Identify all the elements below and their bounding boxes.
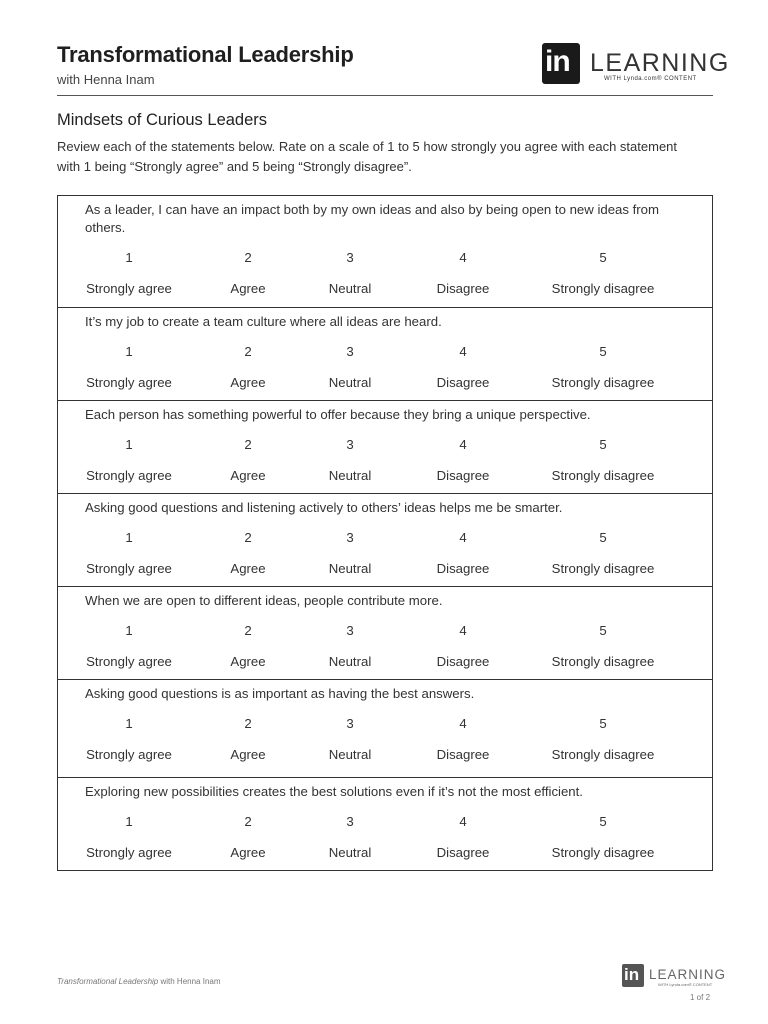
rating-label-5: Strongly disagree <box>551 747 655 762</box>
rating-label-4: Disagree <box>436 747 490 762</box>
statement-text: Each person has something powerful to offer because they bring a unique perspective. <box>85 407 591 422</box>
rating-option-5[interactable]: 5 <box>599 344 607 359</box>
linkedin-learning-logo <box>542 43 730 85</box>
rating-label-1: Strongly agree <box>86 654 172 669</box>
rating-label-3: Neutral <box>328 468 372 483</box>
section-title: Mindsets of Curious Leaders <box>57 111 268 129</box>
statement-row <box>58 307 712 401</box>
rating-option-1[interactable]: 1 <box>125 437 133 452</box>
rating-label-1: Strongly agree <box>86 561 172 576</box>
statement-text: It’s my job to create a team culture where all ideas are heard. <box>85 314 442 329</box>
rating-option-5[interactable]: 5 <box>599 814 607 829</box>
statement-text: Asking good questions is as important as having the best answers. <box>85 686 475 701</box>
rating-label-1: Strongly agree <box>86 845 172 860</box>
rating-table <box>57 195 713 871</box>
page-number: 1 of 2 <box>690 993 711 1002</box>
footer-linkedin-learning-logo <box>622 964 727 988</box>
rating-option-3[interactable]: 3 <box>346 437 354 452</box>
rating-option-1[interactable]: 1 <box>125 344 133 359</box>
rating-label-3: Neutral <box>328 654 372 669</box>
rating-label-5: Strongly disagree <box>551 468 655 483</box>
rating-label-5: Strongly disagree <box>551 561 655 576</box>
rating-option-1[interactable]: 1 <box>125 716 133 731</box>
statement-text: When we are open to different ideas, people contribute more. <box>85 593 443 608</box>
rating-option-1[interactable]: 1 <box>125 530 133 545</box>
header-divider <box>57 95 713 96</box>
document-title: Transformational Leadership <box>57 42 354 67</box>
rating-option-5[interactable]: 5 <box>599 530 607 545</box>
rating-option-4[interactable]: 4 <box>459 344 467 359</box>
rating-option-2[interactable]: 2 <box>244 716 252 731</box>
statement-row <box>58 777 712 871</box>
rating-option-3[interactable]: 3 <box>346 344 354 359</box>
rating-option-4[interactable]: 4 <box>459 250 467 265</box>
rating-option-5[interactable]: 5 <box>599 250 607 265</box>
logo-tagline: WITH Lynda.com® CONTENT <box>604 76 697 82</box>
rating-option-2[interactable]: 2 <box>244 814 252 829</box>
rating-option-2[interactable]: 2 <box>244 250 252 265</box>
rating-label-1: Strongly agree <box>86 468 172 483</box>
rating-option-3[interactable]: 3 <box>346 250 354 265</box>
rating-label-5: Strongly disagree <box>551 654 655 669</box>
rating-option-4[interactable]: 4 <box>459 437 467 452</box>
rating-label-4: Disagree <box>436 375 490 390</box>
statement-row <box>58 196 712 307</box>
rating-label-3: Neutral <box>328 747 372 762</box>
rating-option-4[interactable]: 4 <box>459 530 467 545</box>
rating-label-1: Strongly agree <box>86 281 172 296</box>
rating-option-3[interactable]: 3 <box>346 530 354 545</box>
rating-label-2: Agree <box>230 281 266 296</box>
logo-wordmark: LEARNING <box>590 49 730 77</box>
footer-course-credit: Transformational Leadership with Henna Inam <box>57 977 221 986</box>
rating-label-2: Agree <box>230 654 266 669</box>
rating-label-5: Strongly disagree <box>551 845 655 860</box>
rating-option-2[interactable]: 2 <box>244 530 252 545</box>
document-author: with Henna Inam <box>57 72 155 87</box>
rating-option-3[interactable]: 3 <box>346 716 354 731</box>
rating-label-3: Neutral <box>328 281 372 296</box>
footer-logo-wordmark: LEARNING <box>649 967 727 982</box>
rating-option-5[interactable]: 5 <box>599 623 607 638</box>
statement-text: Asking good questions and listening actively to others’ ideas helps me be smarter. <box>85 500 563 515</box>
instructions: Review each of the statements below. Rate on a scale of 1 to 5 how strongly you agree with each statement with 1 being “Strongly agree” and 5 being “Strongly disagree”. <box>57 139 678 174</box>
rating-option-3[interactable]: 3 <box>346 814 354 829</box>
rating-label-4: Disagree <box>436 468 490 483</box>
rating-option-4[interactable]: 4 <box>459 623 467 638</box>
rating-option-5[interactable]: 5 <box>599 437 607 452</box>
rating-option-2[interactable]: 2 <box>244 623 252 638</box>
rating-label-3: Neutral <box>328 375 372 390</box>
rating-option-4[interactable]: 4 <box>459 716 467 731</box>
rating-label-2: Agree <box>230 468 266 483</box>
rating-option-4[interactable]: 4 <box>459 814 467 829</box>
statement-text: Exploring new possibilities creates the best solutions even if it’s not the most efficient. <box>85 784 583 799</box>
footer-logo-tagline: WITH Lynda.com® CONTENT <box>658 982 713 987</box>
rating-option-1[interactable]: 1 <box>125 623 133 638</box>
rating-label-1: Strongly agree <box>86 375 172 390</box>
rating-option-2[interactable]: 2 <box>244 437 252 452</box>
rating-label-2: Agree <box>230 845 266 860</box>
rating-label-5: Strongly disagree <box>551 375 655 390</box>
rating-option-1[interactable]: 1 <box>125 814 133 829</box>
rating-option-1[interactable]: 1 <box>125 250 133 265</box>
rating-label-2: Agree <box>230 375 266 390</box>
footer-linkedin-in-icon: in <box>622 964 644 987</box>
rating-option-3[interactable]: 3 <box>346 623 354 638</box>
rating-label-2: Agree <box>230 747 266 762</box>
rating-option-2[interactable]: 2 <box>244 344 252 359</box>
statement-row <box>58 493 712 587</box>
rating-label-2: Agree <box>230 561 266 576</box>
rating-option-5[interactable]: 5 <box>599 716 607 731</box>
rating-label-4: Disagree <box>436 281 490 296</box>
rating-label-4: Disagree <box>436 845 490 860</box>
rating-label-5: Strongly disagree <box>551 281 655 296</box>
statement-row <box>58 400 712 494</box>
rating-label-4: Disagree <box>436 561 490 576</box>
statement-row <box>58 679 712 778</box>
statement-text: As a leader, I can have an impact both by my own ideas and also by being open to new ideas from others. <box>85 202 660 235</box>
statement-row <box>58 586 712 680</box>
rating-label-3: Neutral <box>328 561 372 576</box>
rating-label-1: Strongly agree <box>86 747 172 762</box>
linkedin-in-icon: in <box>542 43 580 84</box>
rating-label-4: Disagree <box>436 654 490 669</box>
rating-label-3: Neutral <box>328 845 372 860</box>
